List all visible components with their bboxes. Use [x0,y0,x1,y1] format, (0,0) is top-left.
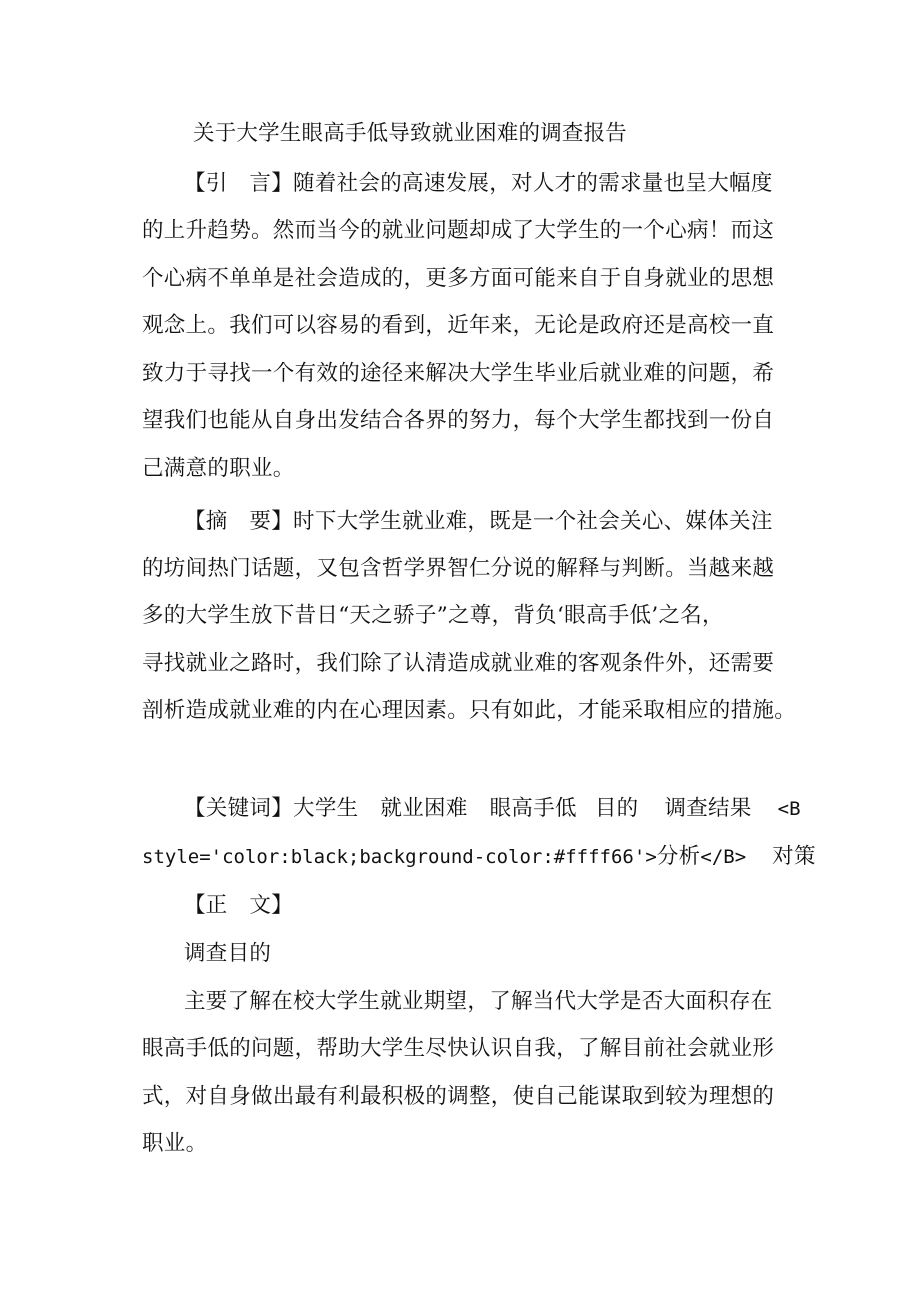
intro-line-7: 己满意的职业。 [142,456,295,481]
keywords-markup-word: 分析 [656,844,701,869]
keyword-item: 目的 [594,796,639,821]
keywords-label: 【关键词】 [184,796,294,821]
keyword-item: 就业困难 [380,796,468,821]
abstract-line-5: 剖析造成就业难的内在心理因素。只有如此，才能采取相应的措施。 [142,698,797,723]
intro-line-1: 随着社会的高速发展，对人才的需求量也呈大幅度 [293,171,773,196]
intro-line-5: 致力于寻找一个有效的途径来解决大学生毕业后就业难的问题，希 [142,361,775,386]
abstract-line-2: 的坊间热门话题，又包含哲学界智仁分说的解释与判断。当越来越 [142,556,775,581]
keyword-item: 大学生 [293,796,359,821]
keywords-markup-close: </B> [700,846,747,868]
body-label: 【正 文】 [184,893,294,918]
keyword-item: 调查结果 [664,796,752,821]
abstract-label: 【摘 要】 [184,509,294,534]
keywords-line [184,794,801,824]
keyword-item: 眼高手低 [489,796,577,821]
intro-line-4: 观念上。我们可以容易的看到，近年来，无论是政府还是高校一直 [142,313,775,338]
intro-first-line [184,169,773,199]
purpose-line-2: 眼高手低的问题，帮助大学生尽快认识自我，了解目前社会就业形 [142,1036,775,1061]
keywords-markup-style: style='color:black;background-color:#ffff66'> [142,846,657,868]
abstract-first-line [184,507,773,537]
intro-line-2: 的上升趋势。然而当今的就业问题却成了大学生的一个心病！而这 [142,218,775,243]
abstract-line-4: 寻找就业之路时，我们除了认清造成就业难的客观条件外，还需要 [142,651,775,676]
intro-line-6: 望我们也能从自身出发结合各界的努力，每个大学生都找到一份自 [142,408,775,433]
intro-line-3: 个心病不单单是社会造成的，更多方面可能来自于自身就业的思想 [142,266,775,291]
document-title: 关于大学生眼高手低导致就业困难的调查报告 [193,121,628,146]
keyword-item-last: 对策 [772,844,816,869]
abstract-line-3: 多的大学生放下昔日“天之骄子”之尊，背负‘眼高手低’之名， [142,603,724,628]
abstract-line-1: 时下大学生就业难，既是一个社会关心、媒体关注 [293,509,773,534]
purpose-line-1: 主要了解在校大学生就业期望，了解当代大学是否大面积存在 [184,989,773,1014]
intro-label: 【引 言】 [184,171,294,196]
keywords-markup-open: <B [777,798,801,820]
keywords-line-2 [142,842,816,872]
purpose-line-4: 职业。 [142,1131,208,1156]
section-heading: 调查目的 [184,941,272,966]
purpose-line-3: 式，对自身做出最有利最积极的调整，使自己能谋取到较为理想的 [142,1084,775,1109]
